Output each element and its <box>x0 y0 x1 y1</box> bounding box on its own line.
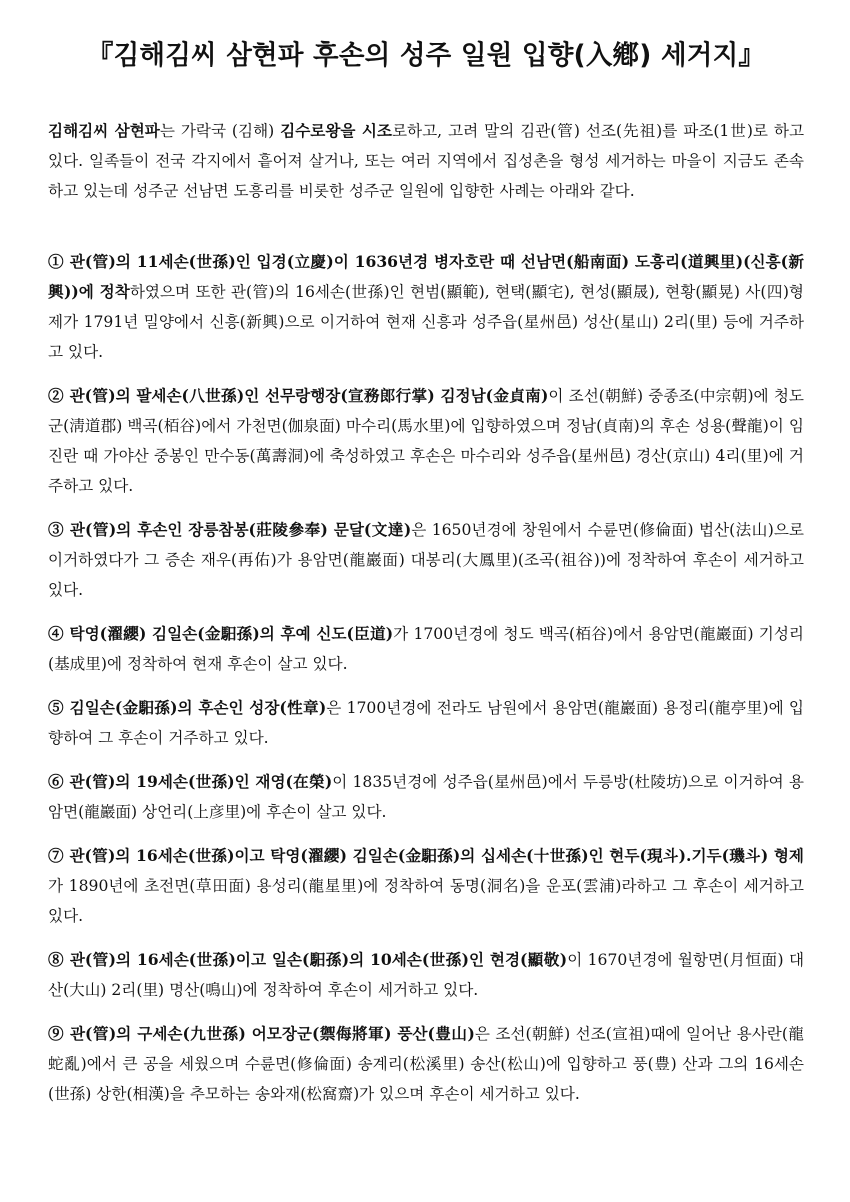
item-text: 은 조선(朝鮮) 선조(宣祖)때에 일어난 용사란(龍蛇亂)에서 큰 공을 세웠으며 수륜면(修倫面) 송계리(松溪里) 송산(松山)에 입향하고 풍(豊) 산과 그의 16세손(世孫) 상한(相漢)을 추모하는 송와재(松窩齋)가 있으며 후손이 세거하고 있다. <box>48 1025 804 1103</box>
item-text: 은 1700년경에 전라도 남원에서 용암면(龍巖面) 용정리(龍亭里)에 입향하여 그 후손이 거주하고 있다. <box>48 699 804 747</box>
list-item <box>48 767 804 827</box>
list-item <box>48 381 804 501</box>
item-text: 은 1650년경에 창원에서 수륜면(修倫面) 법산(法山)으로 이거하였다가 그 증손 재우(再佑)가 용암면(龍巖面) 대봉리(大鳳里)(조곡(祖谷))에 정착하여 후손이 세거하고 있다. <box>48 521 804 599</box>
item-heading: ① 관(管)의 11세손(世孫)인 입경(立慶)이 1636년경 병자호란 때 선남면(船南面) 도흥리(道興里)(신흥(新興))에 정착 <box>48 252 804 301</box>
intro-paragraph <box>48 116 804 206</box>
item-text: 이 1670년경에 월항면(月恒面) 대산(大山) 2리(里) 명산(鳴山)에 정착하여 후손이 세거하고 있다. <box>48 951 805 999</box>
list-item <box>48 619 804 679</box>
item-text: 가 1700년경에 청도 백곡(栢谷)에서 용암면(龍巖面) 기성리(基成里)에 정착하여 현재 후손이 살고 있다. <box>48 625 804 673</box>
list-item <box>48 841 804 931</box>
list-item <box>48 945 804 1005</box>
item-text: 이 1835년경에 성주읍(星州邑)에서 두릉방(杜陵坊)으로 이거하여 용암면(龍巖面) 상언리(上彦里)에 후손이 살고 있다. <box>48 773 804 821</box>
item-heading: ② 관(管)의 팔세손(八世孫)인 선무랑행장(宣務郎行掌) 김정남(金貞南) <box>48 386 549 405</box>
item-heading: ④ 탁영(濯纓) 김일손(金馹孫)의 후예 신도(臣道) <box>48 624 394 643</box>
item-text: 하였으며 또한 관(管)의 16세손(世孫)인 현범(顯範), 현택(顯宅), 현성(顯晟), 현황(顯晃) 사(四)형제가 1791년 밀양에서 신흥(新興)으로 이거하여 현재 신흥과 성주읍(星州邑) 성산(星山) 2리(里) 등에 거주하고 있다. <box>48 283 804 361</box>
intro-text-2: 로하고, 고려 말의 김관(管) 선조(先祖)를 파조(1世)로 하고 있다. 일족들이 전국 각지에서 흩어져 살거나, 또는 여러 지역에서 집성촌을 형성 세거하는 마을이 지금도 존속하고 있는데 성주군 선남면 도흥리를 비롯한 성주군 일원에 입향한 사례는 아래와 같다. <box>48 122 805 200</box>
item-heading: ⑦ 관(管)의 16세손(世孫)이고 탁영(濯纓) 김일손(金馹孫)의 십세손(十世孫)인 현두(現斗).기두(璣斗) 형제 <box>48 846 804 865</box>
list-item <box>48 1019 804 1109</box>
list-item <box>48 247 804 367</box>
item-heading: ⑨ 관(管)의 구세손(九世孫) 어모장군(禦侮將軍) 풍산(豊山) <box>48 1024 475 1043</box>
intro-bold-lineage: 김해김씨 삼현파 <box>48 121 160 140</box>
item-text: 가 1890년에 초전면(草田面) 용성리(龍星里)에 정착하여 동명(洞名)을 운포(雲浦)라하고 그 후손이 세거하고 있다. <box>48 877 804 925</box>
item-heading: ⑤ 김일손(金馹孫)의 후손인 성장(性章) <box>48 698 327 717</box>
item-text: 이 조선(朝鮮) 중종조(中宗朝)에 청도군(淸道郡) 백곡(栢谷)에서 가천면(伽泉面) 마수리(馬水里)에 입향하였으며 정남(貞南)의 후손 성용(聲龍)이 임진란 때 가야산 중봉인 만수동(萬壽洞)에 축성하였고 후손은 마수리와 성주읍(星州邑) 경산(京山) 4리(里)에 거주하고 있다. <box>48 387 804 495</box>
item-heading: ⑥ 관(管)의 19세손(世孫)인 재영(在榮) <box>48 772 333 791</box>
intro-bold-founder: 김수로왕을 시조 <box>280 121 392 140</box>
item-heading: ⑧ 관(管)의 16세손(世孫)이고 일손(馹孫)의 10세손(世孫)인 현경(顯敬) <box>48 950 568 969</box>
item-heading: ③ 관(管)의 후손인 장릉참봉(莊陵參奉) 문달(文達) <box>48 520 412 539</box>
list-item <box>48 693 804 753</box>
intro-text-1: 는 가락국 (김해) <box>159 122 281 140</box>
document-title: 『김해김씨 삼현파 후손의 성주 일원 입향(入鄕) 세거지』 <box>86 40 766 71</box>
list-item <box>48 515 804 605</box>
